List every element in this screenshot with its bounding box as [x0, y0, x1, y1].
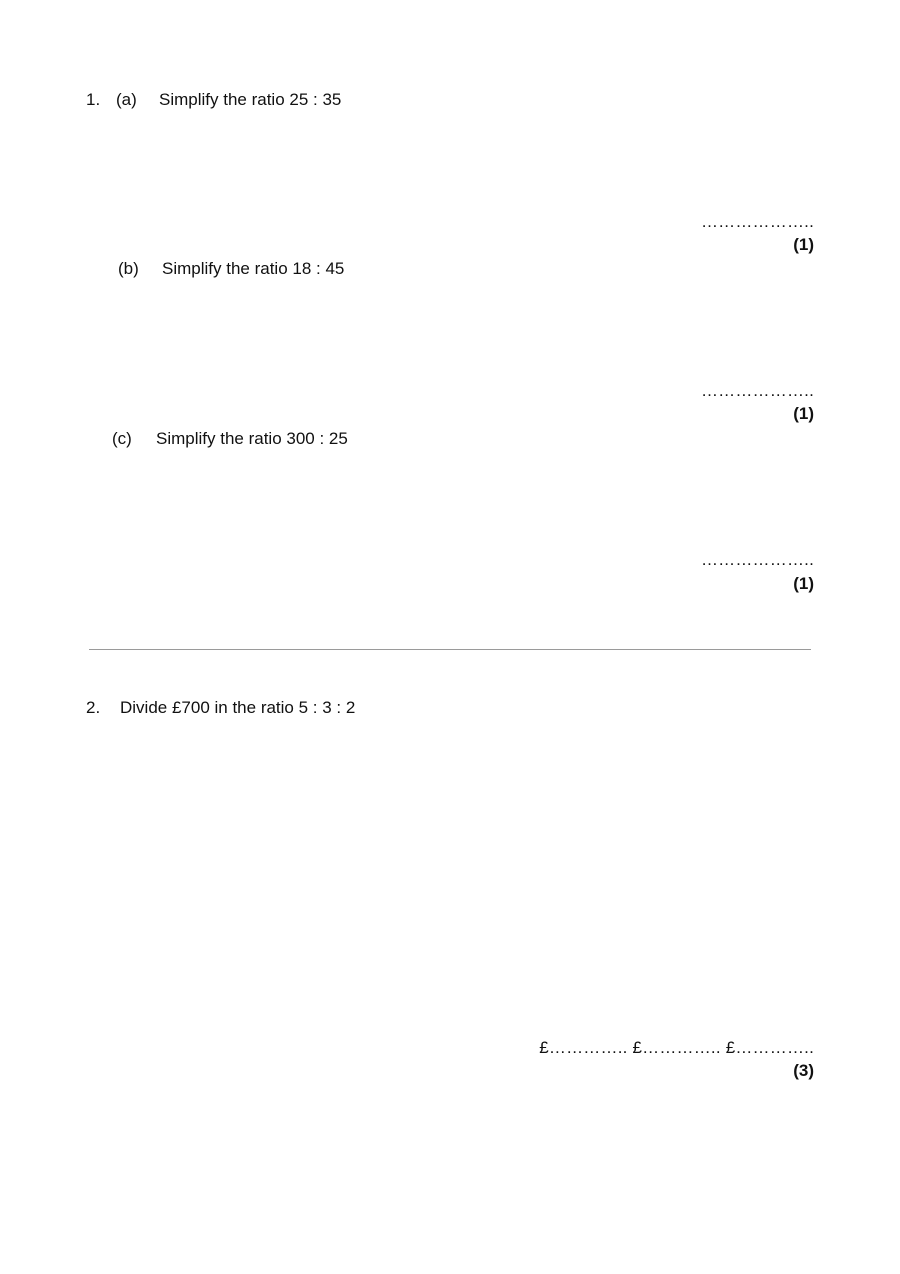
answer-line[interactable]: ………………..	[700, 212, 814, 231]
marks-label: (3)	[793, 1061, 814, 1080]
part-label: (c)	[112, 429, 132, 448]
part-prompt: Simplify the ratio 18 : 45	[162, 259, 345, 278]
part-prompt: Simplify the ratio 25 : 35	[159, 90, 342, 109]
part-prompt: Simplify the ratio 300 : 25	[156, 429, 348, 448]
marks-label: (1)	[793, 235, 814, 254]
marks-label: (1)	[793, 404, 814, 423]
marks-label: (1)	[793, 574, 814, 593]
answer-line[interactable]: £………….. £………….. £…………..	[539, 1038, 814, 1057]
part-label: (b)	[118, 259, 139, 278]
part-label: (a)	[116, 90, 137, 109]
question-number: 1.	[86, 90, 101, 109]
question-number: 2.	[86, 698, 101, 717]
answer-line[interactable]: ………………..	[700, 550, 814, 569]
answer-line[interactable]: ………………..	[700, 381, 814, 400]
section-divider	[89, 649, 811, 650]
question-prompt: Divide £700 in the ratio 5 : 3 : 2	[120, 698, 356, 717]
